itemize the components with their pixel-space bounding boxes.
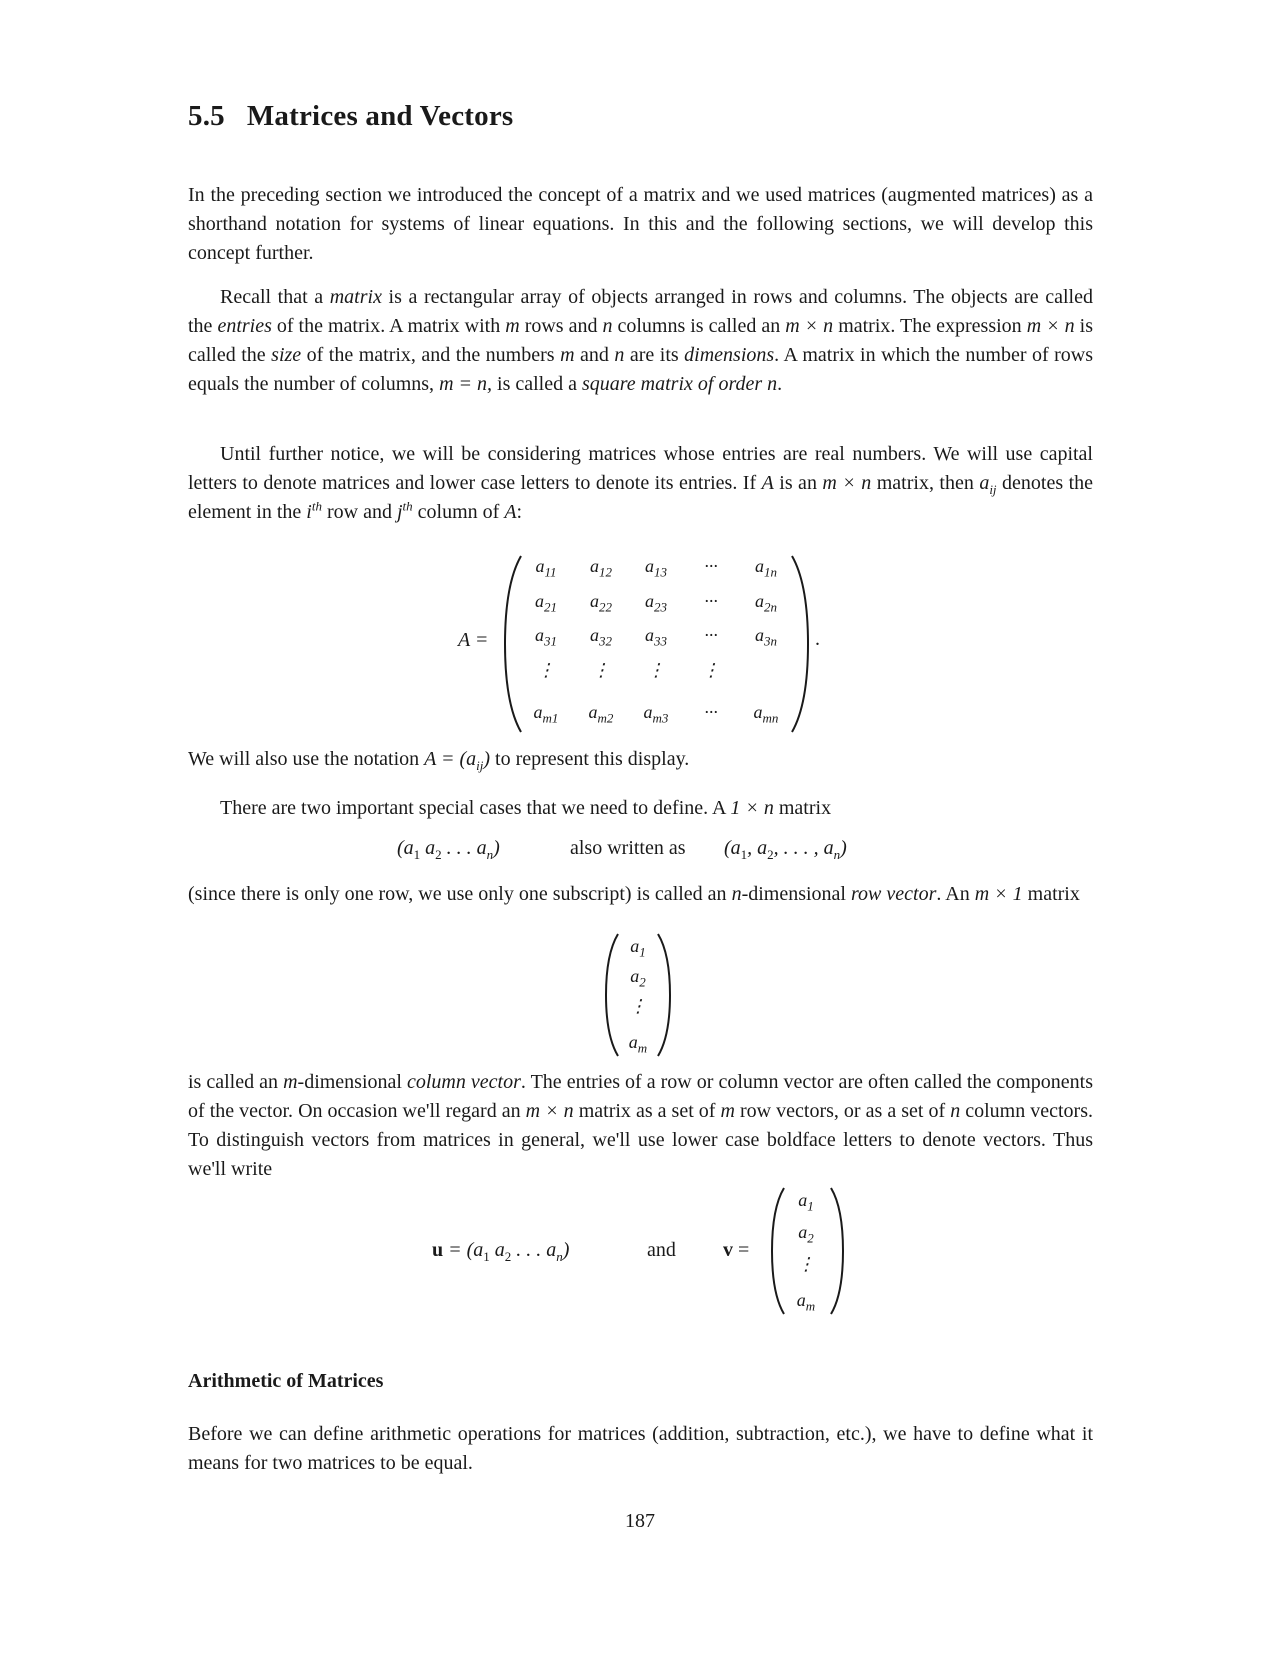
v-vector-entry-3: ⋮ xyxy=(797,1254,815,1274)
term-column-vector: column vector xyxy=(407,1071,521,1093)
matrix-a-entry-r3-c3: $a_{33}$ xyxy=(645,625,667,649)
paragraph-definition: Recall that a matrix is a rectangular array of objects arranged in rows and columns. The objects are called the entries of the matrix. A matrix with m rows and n columns is called an m × n matrix. The expression m × n is called the size of the matrix, and the numbers m and n are its dimensions. A matrix in which the number of rows equals the number of columns, m = n, is called a square matrix of order n. xyxy=(188,286,1093,395)
matrix-a-entry-r3-c1: $a_{31}$ xyxy=(535,625,557,649)
column-vector-body xyxy=(612,936,664,1060)
row-vector-display: ($a_1$ $a_2$ . . . $a_n$) xyxy=(397,837,500,862)
matrix-a-entry-r3-c2: $a_{32}$ xyxy=(590,625,612,649)
v-vector-lhs: v = xyxy=(723,1239,750,1261)
column-vector-entry-4: $a_m$ xyxy=(628,1032,648,1056)
matrix-a-entry-r1-c5: $a_{1n}$ xyxy=(755,556,777,580)
and-word: and xyxy=(647,1239,676,1261)
matrix-a-entry-r4-c2: ⋮ xyxy=(592,660,610,680)
matrix-a-entry-r2-c5: $a_{2n}$ xyxy=(755,591,777,615)
term-dimensions: dimensions xyxy=(684,344,775,366)
section-heading xyxy=(188,100,513,133)
matrix-a-entry-r2-c1: $a_{21}$ xyxy=(535,591,557,615)
matrix-a-body xyxy=(516,556,796,736)
matrix-a-entry-r5-c5: $a_{mn}$ xyxy=(753,702,779,726)
paragraph-intro xyxy=(188,181,1093,268)
matrix-a-entry-r1-c2: $a_{12}$ xyxy=(590,556,612,580)
matrix-a-entry-r2-c2: $a_{22}$ xyxy=(590,591,612,615)
v-vector-entry-1: $a_1$ xyxy=(798,1190,814,1214)
paragraph-aij-notation: We will also use the notation $A = (a_{ij})$ to represent this display. xyxy=(188,748,690,773)
section-number: 5.5 xyxy=(188,100,225,132)
matrix-a-entry-r4-c1: ⋮ xyxy=(537,660,555,680)
paragraph-intro-text: In the preceding section we introduced the concept of a matrix and we used matrices (augmented matrices) as a shorthand notation for systems of linear equations. In this and the following sections, we will develop this concept further. xyxy=(188,184,1093,264)
paragraph-equality xyxy=(188,1420,1093,1478)
matrix-a-entry-r3-c5: $a_{3n}$ xyxy=(755,625,777,649)
matrix-a-lhs: A = xyxy=(458,629,489,651)
term-square-matrix: square matrix of order xyxy=(581,373,763,395)
term-row-vector: row vector xyxy=(851,883,937,905)
v-vector-entry-2: $a_2$ xyxy=(798,1222,814,1246)
column-vector-entry-3: ⋮ xyxy=(629,996,647,1016)
column-vector-entry-2: $a_2$ xyxy=(630,966,646,990)
term-matrix: matrix xyxy=(329,286,382,308)
paragraph-notation: Until further notice, we will be considering matrices whose entries are real numbers. We will use capital letters to denote matrices and lower case letters to denote its entries. If A is an m × n matrix, then $a_{ij}$ denotes the element in the $i^{th}$ row and $j^{th}$ column of A: xyxy=(188,443,1093,523)
matrix-a-entry-r1-c4: ··· xyxy=(704,556,718,576)
matrix-a-entry-r2-c3: $a_{23}$ xyxy=(645,591,667,615)
matrix-a-entry-r5-c2: $a_{m2}$ xyxy=(588,702,614,726)
page-number: 187 xyxy=(625,1510,655,1532)
matrix-a-entry-r2-c4: ··· xyxy=(704,591,718,611)
paragraph-special-cases: There are two important special cases that we need to define. A 1 × n matrix xyxy=(220,797,832,819)
matrix-a-entry-r3-c4: ··· xyxy=(704,625,718,645)
paragraph-row-vector: (since there is only one row, we use only one subscript) is called an n-dimensional row vector. An m × 1 matrix xyxy=(188,883,1080,905)
matrix-a-entry-r5-c1: $a_{m1}$ xyxy=(533,702,559,726)
matrix-a-entry-r1-c1: $a_{11}$ xyxy=(535,556,557,580)
matrix-a-trailing-period: . xyxy=(815,628,820,650)
matrix-a-entry-r4-c4: ⋮ xyxy=(702,660,720,680)
subsection-heading: Arithmetic of Matrices xyxy=(188,1370,384,1392)
section-title: Matrices and Vectors xyxy=(246,100,514,132)
column-vector-entry-1: $a_1$ xyxy=(630,936,646,960)
v-vector-entry-4: $a_m$ xyxy=(796,1290,816,1314)
paragraph-equality-text: Before we can define arithmetic operations for matrices (addition, subtraction, etc.), we have to define what it means for two matrices to be equal. xyxy=(188,1423,1093,1474)
row-vector-also-written: also written as xyxy=(570,837,686,859)
matrix-a-entry-r4-c3: ⋮ xyxy=(647,660,665,680)
paragraph-column-vector: is called an m-dimensional column vector. The entries of a row or column vector are often called the components of the vector. On occasion we'll regard an m × n matrix as a set of m row vectors, or as a set of n column vectors. To distinguish vectors from matrices in general, we'll use lower case boldface letters to denote vectors. Thus we'll write xyxy=(188,1071,1094,1180)
u-vector-display: $u = (a_1$ $a_2$ . . . $a_n$) xyxy=(432,1239,570,1264)
v-vector-body xyxy=(778,1190,834,1318)
matrix-a-entry-r5-c4: ··· xyxy=(704,702,718,722)
matrix-a-entry-r1-c3: $a_{13}$ xyxy=(645,556,667,580)
term-size: size xyxy=(271,344,302,366)
matrix-a-entry-r5-c3: $a_{m3}$ xyxy=(643,702,669,726)
row-vector-alt-display: ($a_1$, $a_2$, . . . , $a_n$) xyxy=(724,837,847,862)
term-entries: entries xyxy=(217,315,272,337)
